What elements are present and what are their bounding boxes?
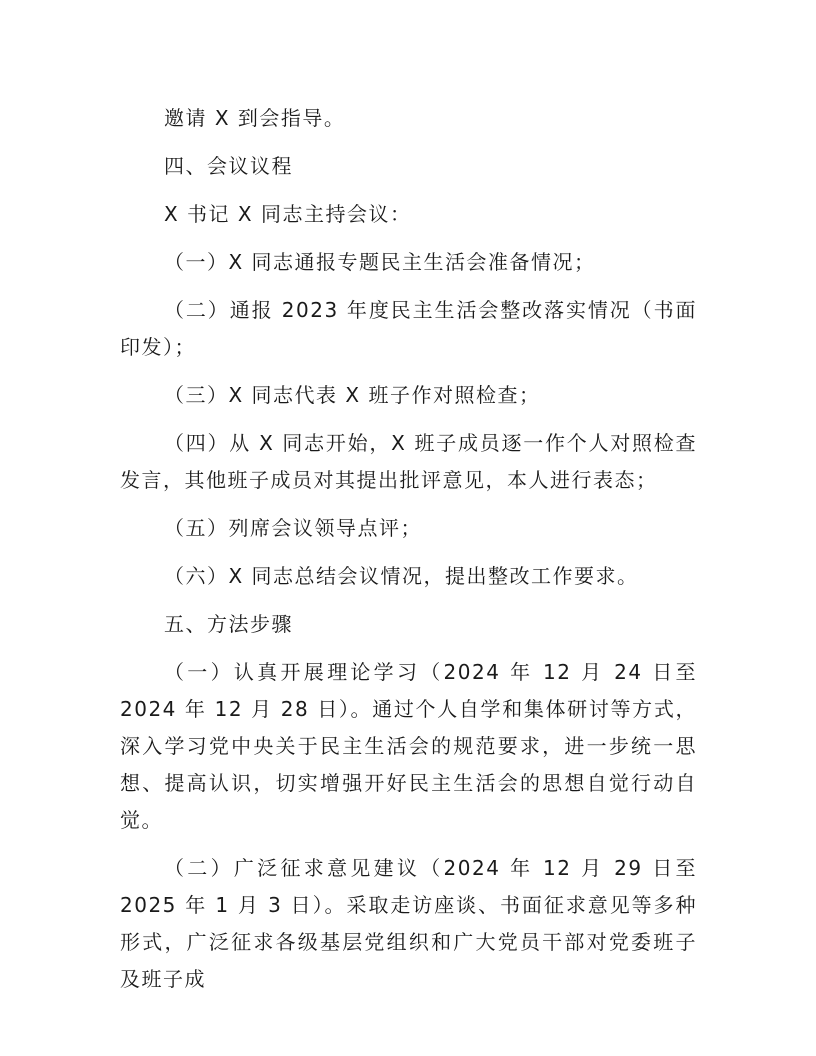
agenda-item-1: （一）X 同志通报专题民主生活会准备情况；: [164, 250, 596, 274]
method-step-2: （二）广泛征求意见建议（2024 年 12 月 29 日至 2025 年 1 月 3 日）。采取走访座谈、书面征求意见等多种形式，广泛征求各级基层党组织和广大党员干部对党委班子及班子成: [120, 856, 697, 991]
paragraph-invite-guidance: 邀请 X 到会指导。: [164, 106, 346, 130]
section-heading-methods: 五、方法步骤: [164, 612, 293, 636]
paragraph-chair: X 书记 X 同志主持会议：: [164, 202, 412, 226]
method-step-1: （一）认真开展理论学习（2024 年 12 月 24 日至 2024 年 12 月 28 日）。通过个人自学和集体研讨等方式，深入学习党中央关于民主生活会的规范要求，进一步统一思想、提高认识，切实增强开好民主生活会的思想自觉行动自觉。: [120, 660, 697, 832]
agenda-item-6: （六）X 同志总结会议情况，提出整改工作要求。: [164, 564, 639, 588]
document-body: [120, 100, 697, 998]
agenda-item-2: （二）通报 2023 年度民主生活会整改落实情况（书面印发）；: [120, 298, 697, 359]
agenda-item-5: （五）列席会议领导点评；: [164, 516, 422, 540]
agenda-item-4: （四）从 X 同志开始，X 班子成员逐一作个人对照检查发言，其他班子成员对其提出批评意见，本人进行表态；: [120, 431, 697, 492]
section-heading-agenda: 四、会议议程: [164, 154, 293, 178]
agenda-item-3: （三）X 同志代表 X 班子作对照检查；: [164, 383, 541, 407]
